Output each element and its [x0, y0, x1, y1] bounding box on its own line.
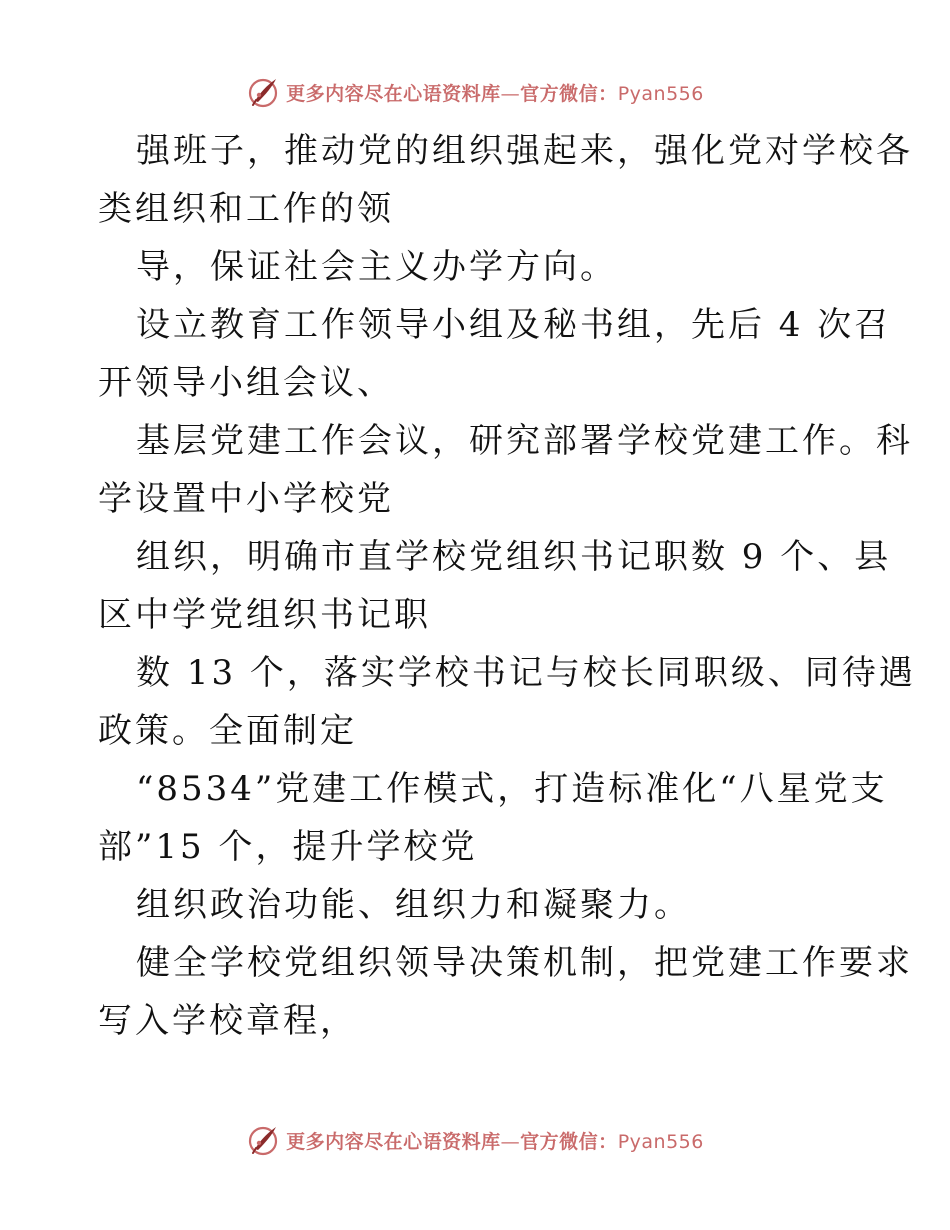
text-line: 设立教育工作领导小组及秘书组，先后 4 次召: [136, 305, 892, 345]
text-line: 学设置中小学校党: [98, 479, 394, 519]
banner-wechat-id: Pyan556: [617, 82, 704, 105]
text-line: 导，保证社会主义办学方向。: [136, 247, 617, 287]
banner-official-label: 官方微信：: [520, 1130, 618, 1153]
text-line: 区中学党组织书记职: [98, 595, 431, 635]
header-banner: [0, 72, 950, 112]
banner-caption: [286, 1127, 704, 1154]
text-line: 类组织和工作的领: [98, 189, 394, 229]
banner-wechat-id: Pyan556: [617, 1130, 704, 1153]
text-line: 强班子，推动党的组织强起来，强化党对学校各: [136, 131, 913, 171]
text-line: 组织，明确市直学校党组织书记职数 9 个、县: [136, 537, 892, 577]
text-line: 组织政治功能、组织力和凝聚力。: [136, 885, 691, 925]
banner-official-label: 官方微信：: [520, 82, 618, 105]
quill-pen-logo-icon: [246, 75, 280, 109]
text-line: 政策。全面制定: [98, 711, 357, 751]
banner-lead-text: 更多内容尽在心语资料库: [286, 82, 501, 105]
footer-banner: [0, 1120, 950, 1160]
text-line: “8534”党建工作模式，打造标准化“八星党支: [136, 769, 888, 809]
text-line: 基层党建工作会议，研究部署学校党建工作。科: [136, 421, 913, 461]
text-line: 数 13 个，落实学校书记与校长同职级、同待遇: [136, 653, 916, 693]
text-line: 写入学校章程，: [98, 1001, 357, 1041]
banner-separator: —: [500, 1130, 521, 1153]
text-line: 健全学校党组织领导决策机制，把党建工作要求: [136, 943, 913, 983]
banner-caption: [286, 79, 704, 106]
text-line: 开领导小组会议、: [98, 363, 394, 403]
banner-lead-text: 更多内容尽在心语资料库: [286, 1130, 501, 1153]
banner-separator: —: [500, 82, 521, 105]
document-body: [98, 122, 916, 1050]
quill-pen-logo-icon: [246, 1123, 280, 1157]
text-line: 部”15 个，提升学校党: [98, 827, 478, 867]
